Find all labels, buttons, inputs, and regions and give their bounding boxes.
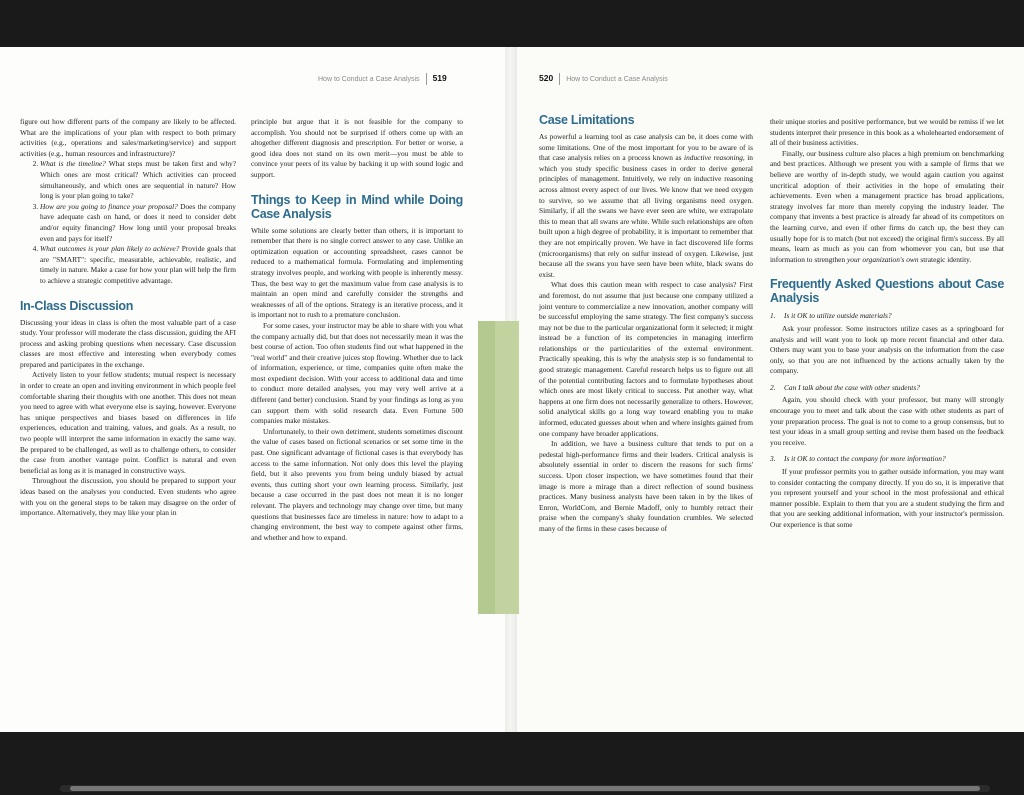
question-list	[20, 159, 236, 286]
bookmark-tab-highlight	[495, 321, 519, 614]
running-head-title: How to Conduct a Case Analysis	[318, 76, 420, 83]
list-item: 3. How are you going to finance your proposal? Does the company have adequate cash on hand, or does it need to consider debt and/or equity financing? How long until your proposal breaks even and pays for itself?	[40, 202, 236, 244]
paragraph: For some cases, your instructor may be able to share with you what the company actually did, but that does not necessarily mean it was the best course of action. Too often students find out what happened in the "real world" and their creative juices stop flowing. Whether due to lack of information, experience, or time, companies quite often make the most expedient decision. With your access to additional data and time to conduct more detailed analyses, you may very well arrive at a different (and better) conclusion. Stand by your findings as long as you can support them with solid research data. Even Fortune 500 companies make mistakes.	[251, 320, 463, 426]
left-column-2	[251, 117, 463, 543]
running-head-left	[318, 73, 447, 85]
viewer-top-bar	[0, 0, 1024, 47]
book-spread	[0, 47, 1024, 732]
list-item: 2. What is the timeline? What steps must be taken first and why? Which ones are most critical? Which activities can proceed simultaneously, and which ones are sequential in nature? How long is your plan going to take?	[40, 159, 236, 201]
running-head-divider	[426, 73, 427, 85]
page-number: 519	[432, 73, 447, 83]
paragraph: their unique stories and positive performance, but we would be remiss if we let students interpret their presence in this book as a wholehearted endorsement of all of their business activities.	[770, 117, 1004, 148]
faq-answer: Again, you should check with your professor, but many will strongly encourage you to meet and talk about the case with other students as part of your preparation process. The goal is not to come to a group consensus, but to test your ideas in a small group setting and revise them based on the feedback you receive.	[770, 395, 1004, 447]
section-heading: Case Limitations	[539, 113, 635, 127]
paragraph: What does this caution mean with respect to case analysis? First and foremost, do not assume that just because one company utilized a joint venture to commercialize a new innovation, another company will be successful employing the same strategy. The first company's success may not be due to the particular organizational form it selected; it might instead be a function of its competencies in managing interfirm relationships or the particularities of the external environment. Practically speaking, this is why the analysis step is so fundamental to good strategic management. Careful research helps us to figure out all of the potential contributing factors and to formulate hypotheses about which ones are most likely critical to success. Put another way, what happens at one firm does not necessarily generalize to others. However, solid analytical skills go a long way toward enabling you to make informed, educated guesses about when and where insights gained from one company have broader applications.	[539, 280, 753, 438]
faq-question: 3. Is it OK to contact the company for more information?	[770, 454, 946, 464]
paragraph: Unfortunately, to their own detriment, students sometimes discount the value of cases based on fictional scenarios or set some time in the past. One significant advantage of fictional cases is that everybody has access to the same information. Not only does this level the playing field, but it also prevents you from being unduly biased by actual events, thus cutting short your own learning process. Similarly, just because a case occurred in the past does not mean it is no longer relevant. The players and technology may change over time, but many questions that businesses face are timeless in nature: how to adapt to a changing environment, the best way to compete against other firms, and whether and how to expand.	[251, 426, 463, 542]
paragraph: figure out how different parts of the company are likely to be affected. What are the implications of your plan with respect to both primary activities (e.g., operations and sales/marketing/service) and support activities (e.g., human resources and infrastructure)?	[20, 117, 236, 158]
running-head-divider	[559, 73, 560, 85]
faq-answer: Ask your professor. Some instructors utilize cases as a springboard for analysis and will want you to look up more recent financial and other data. Others may want you to base your analysis on the information from the case only, so that you are not influenced by the actions actually taken by the company.	[770, 323, 1004, 376]
paragraph: principle but argue that it is not feasible for the company to accomplish. You should not be surprised if others come up with an altogether different diagnosis and prescription. For better or worse, a good idea does not stand on its own merit—you must be able to convince your peers of its value by backing it up with sound logic and support.	[251, 117, 463, 179]
left-column-1	[20, 117, 236, 519]
faq-question: 2. Can I talk about the case with other students?	[770, 382, 920, 392]
paragraph: In addition, we have a business culture that tends to put on a pedestal high-performance firms and their leaders. Critical analysis is absolutely essential in order to discern the reasons for such firms' success. Upon closer inspection, we have sometimes found that their image is more a mirage than a direct reflection of sound business practices. Many business analysts have been taken in by the likes of Enron, WorldCom, and Bernie Madoff, only to humbly retract their praise when the company's shaky foundation crumbles. We selected many of the firms in these cases because of	[539, 439, 753, 533]
right-page	[517, 47, 1024, 732]
section-heading: In-Class Discussion	[20, 298, 134, 313]
running-head-right	[539, 73, 668, 85]
section-heading: Frequently Asked Questions about Case Analysis	[770, 277, 1004, 306]
section-heading: Things to Keep in Mind while Doing Case Analysis	[251, 192, 463, 221]
page-number: 520	[539, 73, 554, 83]
running-head-title: How to Conduct a Case Analysis	[566, 76, 668, 83]
paragraph: As powerful a learning tool as case analysis can be, it does come with some limitations. One of the most important for you to be aware of is that case analysis relies on a process known as inductive reasoning, in which you study specific business cases in order to derive general principles of management. Intuitively, we rely on inductive reasoning across almost every aspect of our lives. We know that we need oxygen to survive, so we assume that all living organisms need oxygen. Similarly, if all the swans we have ever seen are white, we extrapolate this to mean that all swans are white. While such relationships are often built upon a high degree of probability, it is important to remember that they are not empirically proven. We have in fact discovered life forms (microorganisms) that rely on sulfur instead of oxygen. Likewise, just because all the swans you have seen have been white, black swans do exist.	[539, 132, 753, 279]
paragraph: Discussing your ideas in class is often the most valuable part of a case study. Your professor will moderate the class discussion, guiding the AFI process and asking probing questions when necessary. Case discussion classes are most effective and interesting when everybody comes prepared and participates in the exchange.	[20, 317, 236, 369]
paragraph: Finally, our business culture also places a high premium on benchmarking and best practices. Although we present you with a sample of firms that we believe are worthy of in-depth study, we would again caution you against uncritical adoption of their activities in the hope of emulating their achievements. Even when a management practice has broad applications, strategy involves far more than merely copying the industry leader. The company that invents a best practice is already far ahead of its competitors on the learning curve, and even if other firms do catch up, the best they can usually hope for is to match (but not exceed) the original firm's success. By all means, learn as much as you can from whomever you can, but use that information to strengthen your organization's own strategic identity.	[770, 148, 1004, 264]
paragraph: Actively listen to your fellow students; mutual respect is necessary in order to create an open and inviting environment in which people feel comfortable sharing their thoughts with one another. This does not mean you need to agree with what everyone else is saying, however. Everyone has unique perspectives and biases based on differences in life experiences, education and training, values, and goals. As a result, no two people will interpret the same information in exactly the same way. Be prepared to be challenged, as well as to challenge others, to consider the case from another vantage point. Conflict is natural and even beneficial as long as it is managed in constructive ways.	[20, 370, 236, 475]
paragraph: While some solutions are clearly better than others, it is important to remember that there is no single correct answer to any case. Unlike an optimization equation or accounting spreadsheet, cases cannot be reduced to a mathematical formula. Formulating and implementing strategy involves people, and working with people is inherently messy. Thus, the best way to get the maximum value from case analysis is to maintain an open mind and carefully consider the strengths and weaknesses of all of the options. Strategy is an iterative process, and it is important not to rush to a premature conclusion.	[251, 225, 463, 320]
right-column-1	[539, 113, 753, 535]
right-column-2	[770, 117, 1004, 531]
paragraph: Throughout the discussion, you should be prepared to support your ideas based on the analyses you conducted. Even students who agree with you on the general steps to be taken may disagree on the order of importance. Alternatively, they may like your plan in	[20, 476, 236, 518]
faq-answer: If your professor permits you to gather outside information, you may want to consider contacting the company directly. If you do so, it is imperative that you represent yourself and your school in the most professional and ethical manner possible. Explain to them that you are a student studying the firm and that you are seeking additional information, with your instructor's permission. Our experience is that some	[770, 467, 1004, 529]
left-page	[0, 47, 505, 732]
list-item: 4. What outcomes is your plan likely to achieve? Provide goals that are "SMART": specific, measurable, achievable, realistic, and timely in nature. Make a case for how your plan will help the firm to achieve a strategic competitive advantage.	[40, 244, 236, 286]
faq-question: 1. Is it OK to utilize outside materials?	[770, 311, 892, 321]
horizontal-scrollbar-thumb[interactable]	[70, 786, 980, 791]
